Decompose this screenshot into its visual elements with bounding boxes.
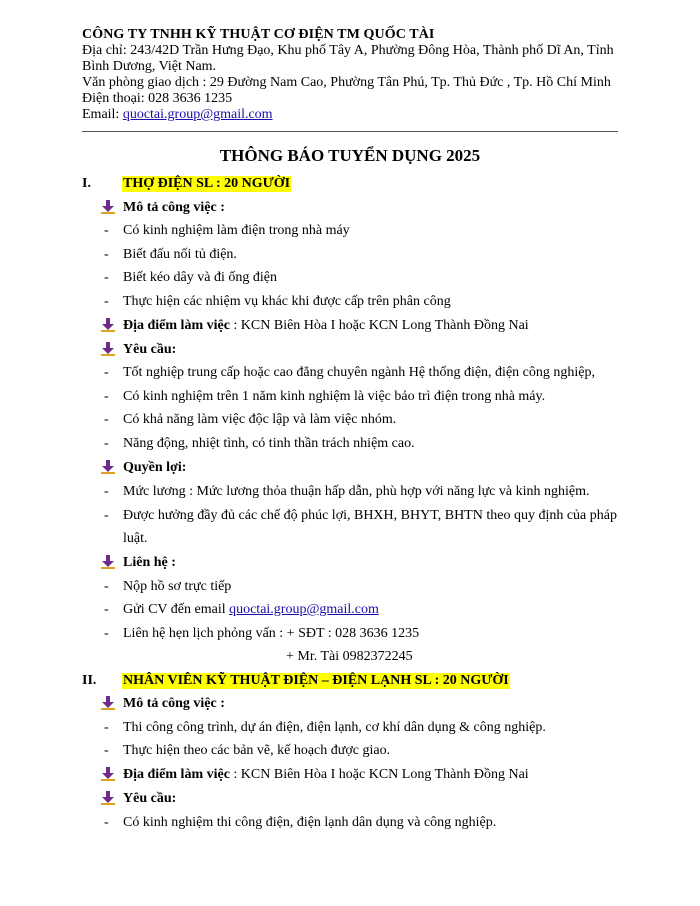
section-number: I.	[82, 176, 91, 191]
arrow-bullet-icon	[101, 318, 115, 332]
bullet-heading-text: Mô tả công việc :	[123, 696, 225, 711]
location-text: : KCN Biên Hòa I hoặc KCN Long Thành Đồng Nai	[229, 767, 529, 782]
arrow-bullet-icon	[101, 460, 115, 474]
arrow-bullet-icon	[101, 555, 115, 569]
page-title: THÔNG BÁO TUYỂN DỤNG 2025	[219, 146, 481, 165]
office-address: Văn phòng giao dịch : 29 Đường Nam Cao, Phường Tân Phú, Tp. Thủ Đức , Tp. Hồ Chí Minh	[82, 75, 611, 90]
company-phone: Điện thoại: 028 3636 1235	[82, 91, 233, 106]
arrow-bullet-icon	[101, 200, 115, 214]
company-address: Địa chỉ: 243/42D Trần Hưng Đạo, Khu phố Tây A, Phường Đông Hòa, Thành phố Dĩ An, Tỉnh Bình Dương, Việt Nam.	[82, 43, 614, 74]
bullet-heading-text: Yêu cầu:	[123, 791, 177, 806]
email-link[interactable]: quoctai.group@gmail.com	[122, 107, 273, 122]
bullet-heading-text: Địa điểm làm việc	[123, 767, 230, 782]
bullet-heading-text: Quyền lợi:	[123, 460, 187, 475]
cv-email-link[interactable]: quoctai.group@gmail.com	[229, 602, 379, 617]
arrow-bullet-icon	[101, 342, 115, 356]
bullet-heading-text: Địa điểm làm việc	[123, 318, 230, 333]
email-label: Email:	[82, 107, 123, 122]
company-header	[82, 27, 642, 123]
section-title: THỢ ĐIỆN SL : 20 NGƯỜI	[123, 176, 291, 191]
bullet-heading-text: Mô tả công việc :	[123, 200, 225, 215]
company-name: CÔNG TY TNHH KỸ THUẬT CƠ ĐIỆN TM QUỐC TÀI	[82, 27, 435, 42]
section-number: II.	[82, 673, 97, 688]
location-text: : KCN Biên Hòa I hoặc KCN Long Thành Đồng Nai	[229, 318, 529, 333]
arrow-bullet-icon	[101, 767, 115, 781]
header-divider	[82, 131, 618, 132]
company-email	[82, 107, 642, 123]
document-page: CÔNG TY TNHH KỸ THUẬT CƠ ĐIỆN TM QUỐC TÀI Địa chỉ: 243/42D Trần Hưng Đạo, Khu phố Tây A, Phường Đông Hòa, Thành phố Dĩ An, Tỉnh Bình Dương, Việt Nam. Văn phòng giao dịch : 29 Đường Nam Cao, Phường Tân Phú, Tp. Thủ Đức , Tp. Hồ Chí Minh Điện thoại: 028 3636 1235 Email: quoctai.group@gmail.com THÔNG BÁO TUYỂN DỤNG 2025 I. THỢ ĐIỆN SL : 20 NGƯỜI Mô tả công việc : - Có kinh nghiệm làm điện trong nhà máy - Biết đấu nối tủ điện. - Biết kéo dây và đi ống điện - Thực hiện các nhiệm vụ khác khi được cấp trên phân công Địa điểm làm việc : KCN Biên Hòa I hoặc KCN Long Thành Đồng Nai Yêu cầu: - Tốt nghiệp trung cấp hoặc cao đẳng chuyên ngành Hệ thống điện, điện công nghiệp, - Có kinh nghiệm trên 1 năm kinh nghiệm là việc bảo trì điện trong nhà máy. - Có khả năng làm việc độc lập và làm việc nhóm. - Năng động, nhiệt tình, có tinh thần trách nhiệm cao. Quyền lợi: - Mức lương : Mức lương thỏa thuận hấp dẫn, phù hợp với năng lực và kinh nghiệm. - Được hưởng đầy đủ các chế độ phúc lợi, BHXH, BHYT, BHTN theo quy định của pháp luật. Liên hệ : - Nộp hồ sơ trực tiếp - Gửi CV đến email quoctai.group@gmail.com - Liên hệ hẹn lịch phỏng vấn : + SĐT : 028 3636 1235 + Mr. Tài 0982372245 II. NHÂN VIÊN KỸ THUẬT ĐIỆN – ĐIỆN LẠNH SL : 20 NGƯỜI Mô tả công việc : - Thi công công trình, dự án điện, điện lạnh, cơ khí dân dụng & công nghiệp. - Thực hiện theo các bản vẽ, kế hoạch được giao. Địa điểm làm việc : KCN Biên Hòa I hoặc KCN Long Thành Đồng Nai Yêu cầu: - Có kinh nghiệm thi công điện, điện lạnh dân dụng và công nghiệp.	[0, 0, 700, 906]
section-title: NHÂN VIÊN KỸ THUẬT ĐIỆN – ĐIỆN LẠNH SL : 20 NGƯỜI	[123, 673, 509, 688]
arrow-bullet-icon	[101, 791, 115, 805]
bullet-heading-text: Yêu cầu:	[123, 342, 177, 357]
arrow-bullet-icon	[101, 696, 115, 710]
bullet-heading-text: Liên hệ :	[123, 555, 176, 570]
